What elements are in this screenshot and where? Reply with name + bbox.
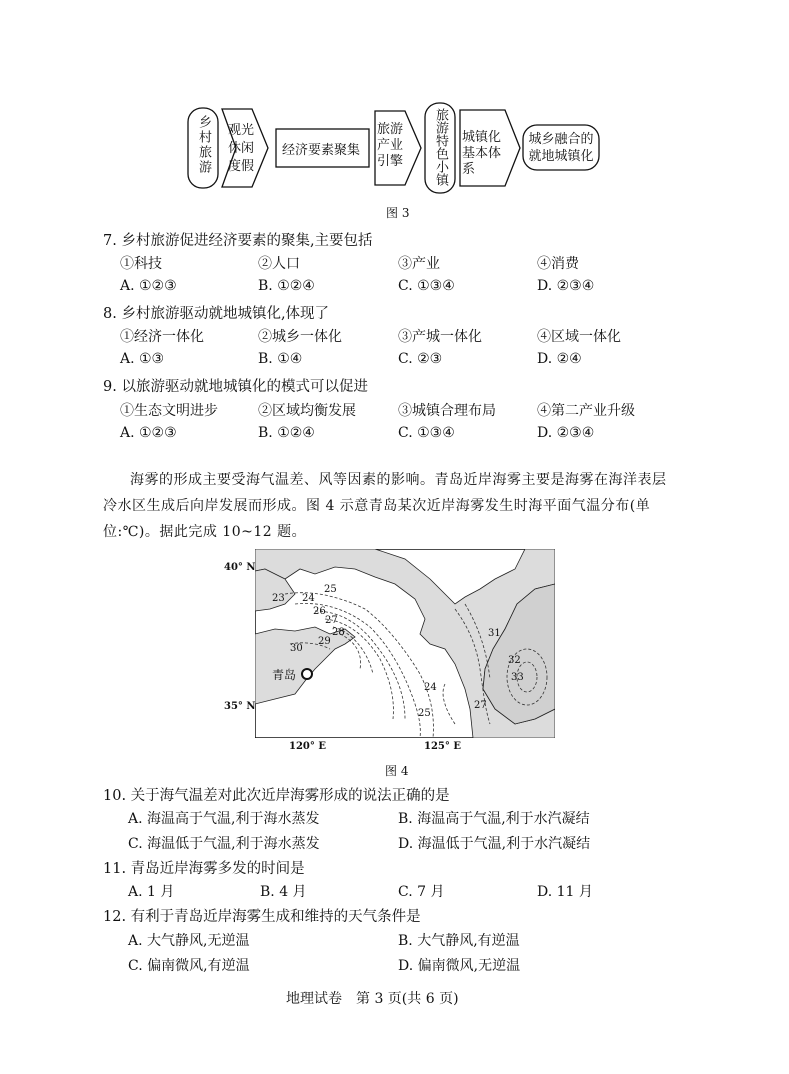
isotherm-label: 24 [302, 593, 315, 604]
lon-120-label: 120° E [289, 741, 326, 752]
q7-item-3: ③产业 [398, 256, 440, 272]
q9-stem: 9. 以旅游驱动就地城镇化的模式可以促进 [103, 379, 368, 395]
isotherm-label: 32 [508, 655, 521, 666]
lat-40-label: 40° N [224, 562, 256, 573]
isotherm-label: 31 [488, 628, 501, 639]
q7-item-1: ①科技 [120, 256, 162, 272]
q9-choice-c[interactable]: C. ①③④ [398, 425, 455, 441]
lat-35-label: 35° N [224, 701, 256, 712]
q7-choice-c[interactable]: C. ①③④ [398, 278, 455, 294]
q7-choice-d[interactable]: D. ②③④ [537, 278, 595, 294]
q8-choice-d[interactable]: D. ②④ [537, 351, 582, 367]
q9-choice-b[interactable]: B. ①②④ [258, 425, 315, 441]
q11-choice-d[interactable]: D. 11 月 [537, 884, 593, 900]
isotherm-label: 27 [474, 700, 487, 711]
q8-item-4: ④区域一体化 [537, 329, 621, 345]
isotherm-label: 25 [418, 708, 431, 719]
q10-choice-a[interactable]: A. 海温高于气温,利于海水蒸发 [128, 811, 320, 827]
figure3-caption: 图 3 [386, 206, 410, 220]
q9-item-1: ①生态文明进步 [120, 403, 218, 419]
page-footer: 地理试卷 第 3 页(共 6 页) [286, 991, 459, 1007]
isotherm-label: 27 [325, 615, 338, 626]
q7-stem: 7. 乡村旅游促进经济要素的聚集,主要包括 [103, 233, 373, 249]
q9-item-2: ②区域均衡发展 [258, 403, 356, 419]
q8-choice-a[interactable]: A. ①③ [120, 351, 165, 367]
q10-choice-d[interactable]: D. 海温低于气温,利于水汽凝结 [398, 836, 591, 852]
q8-item-3: ③产城一体化 [398, 329, 482, 345]
isotherm-label: 28 [332, 627, 345, 638]
isotherm-label: 29 [318, 636, 331, 647]
passage-line-1: 海雾的形成主要受海气温差、风等因素的影响。青岛近岸海雾主要是海雾在海洋表层 [130, 472, 667, 488]
passage-line-3: 位:℃)。据此完成 10~12 题。 [103, 524, 307, 540]
q11-choice-b[interactable]: B. 4 月 [260, 884, 307, 900]
qingdao-label: 青岛 [272, 668, 297, 682]
node-industry-label: 旅游产业引擎 [376, 122, 403, 169]
isotherm-label: 30 [290, 643, 303, 654]
isotherm-label: 33 [511, 672, 524, 683]
node-leisure-label: 观光休闲度假 [227, 123, 254, 174]
q7-item-4: ④消费 [537, 256, 579, 272]
q8-choice-c[interactable]: C. ②③ [398, 351, 443, 367]
q8-stem: 8. 乡村旅游驱动就地城镇化,体现了 [103, 306, 330, 322]
figure3-flowchart [0, 0, 789, 220]
q10-stem: 10. 关于海气温差对此次近岸海雾形成的说法正确的是 [103, 788, 450, 804]
node-town-label: 旅游特色小镇 [433, 108, 448, 186]
node-rural-tourism-label: 乡村旅游 [196, 115, 211, 175]
isotherm-label: 25 [324, 584, 337, 595]
q8-item-1: ①经济一体化 [120, 329, 204, 345]
q11-choice-c[interactable]: C. 7 月 [398, 884, 445, 900]
q12-choice-d[interactable]: D. 偏南微风,无逆温 [398, 958, 521, 974]
q12-choice-a[interactable]: A. 大气静风,无逆温 [128, 933, 250, 949]
q8-choice-b[interactable]: B. ①④ [258, 351, 303, 367]
lon-125-label: 125° E [424, 741, 461, 752]
isotherm-label: 23 [272, 593, 285, 604]
q10-choice-b[interactable]: B. 海温高于气温,利于水汽凝结 [398, 811, 590, 827]
passage-line-2: 冷水区生成后向岸发展而形成。图 4 示意青岛某次近岸海雾发生时海平面气温分布(单 [103, 498, 651, 514]
figure4-caption: 图 4 [385, 764, 409, 778]
node-urban-label: 城镇化基本体系 [462, 130, 502, 177]
q8-item-2: ②城乡一体化 [258, 329, 342, 345]
q12-choice-c[interactable]: C. 偏南微风,有逆温 [128, 958, 250, 974]
q9-item-3: ③城镇合理布局 [398, 403, 496, 419]
q7-item-2: ②人口 [258, 256, 300, 272]
node-result-label: 城乡融合的就地城镇化 [528, 132, 594, 164]
q7-choice-a[interactable]: A. ①②③ [120, 278, 177, 294]
node-economic-label: 经济要素聚集 [282, 143, 361, 158]
q12-stem: 12. 有利于青岛近岸海雾生成和维持的天气条件是 [103, 909, 421, 925]
q9-choice-a[interactable]: A. ①②③ [120, 425, 177, 441]
isotherm-label: 26 [313, 606, 326, 617]
q11-stem: 11. 青岛近岸海雾多发的时间是 [103, 861, 305, 877]
q9-choice-d[interactable]: D. ②③④ [537, 425, 595, 441]
q10-choice-c[interactable]: C. 海温低于气温,利于海水蒸发 [128, 836, 320, 852]
qingdao-marker [302, 669, 312, 679]
q11-choice-a[interactable]: A. 1 月 [128, 884, 175, 900]
q9-item-4: ④第二产业升级 [537, 403, 635, 419]
q12-choice-b[interactable]: B. 大气静风,有逆温 [398, 933, 520, 949]
q7-choice-b[interactable]: B. ①②④ [258, 278, 315, 294]
isotherm-label: 24 [424, 682, 437, 693]
